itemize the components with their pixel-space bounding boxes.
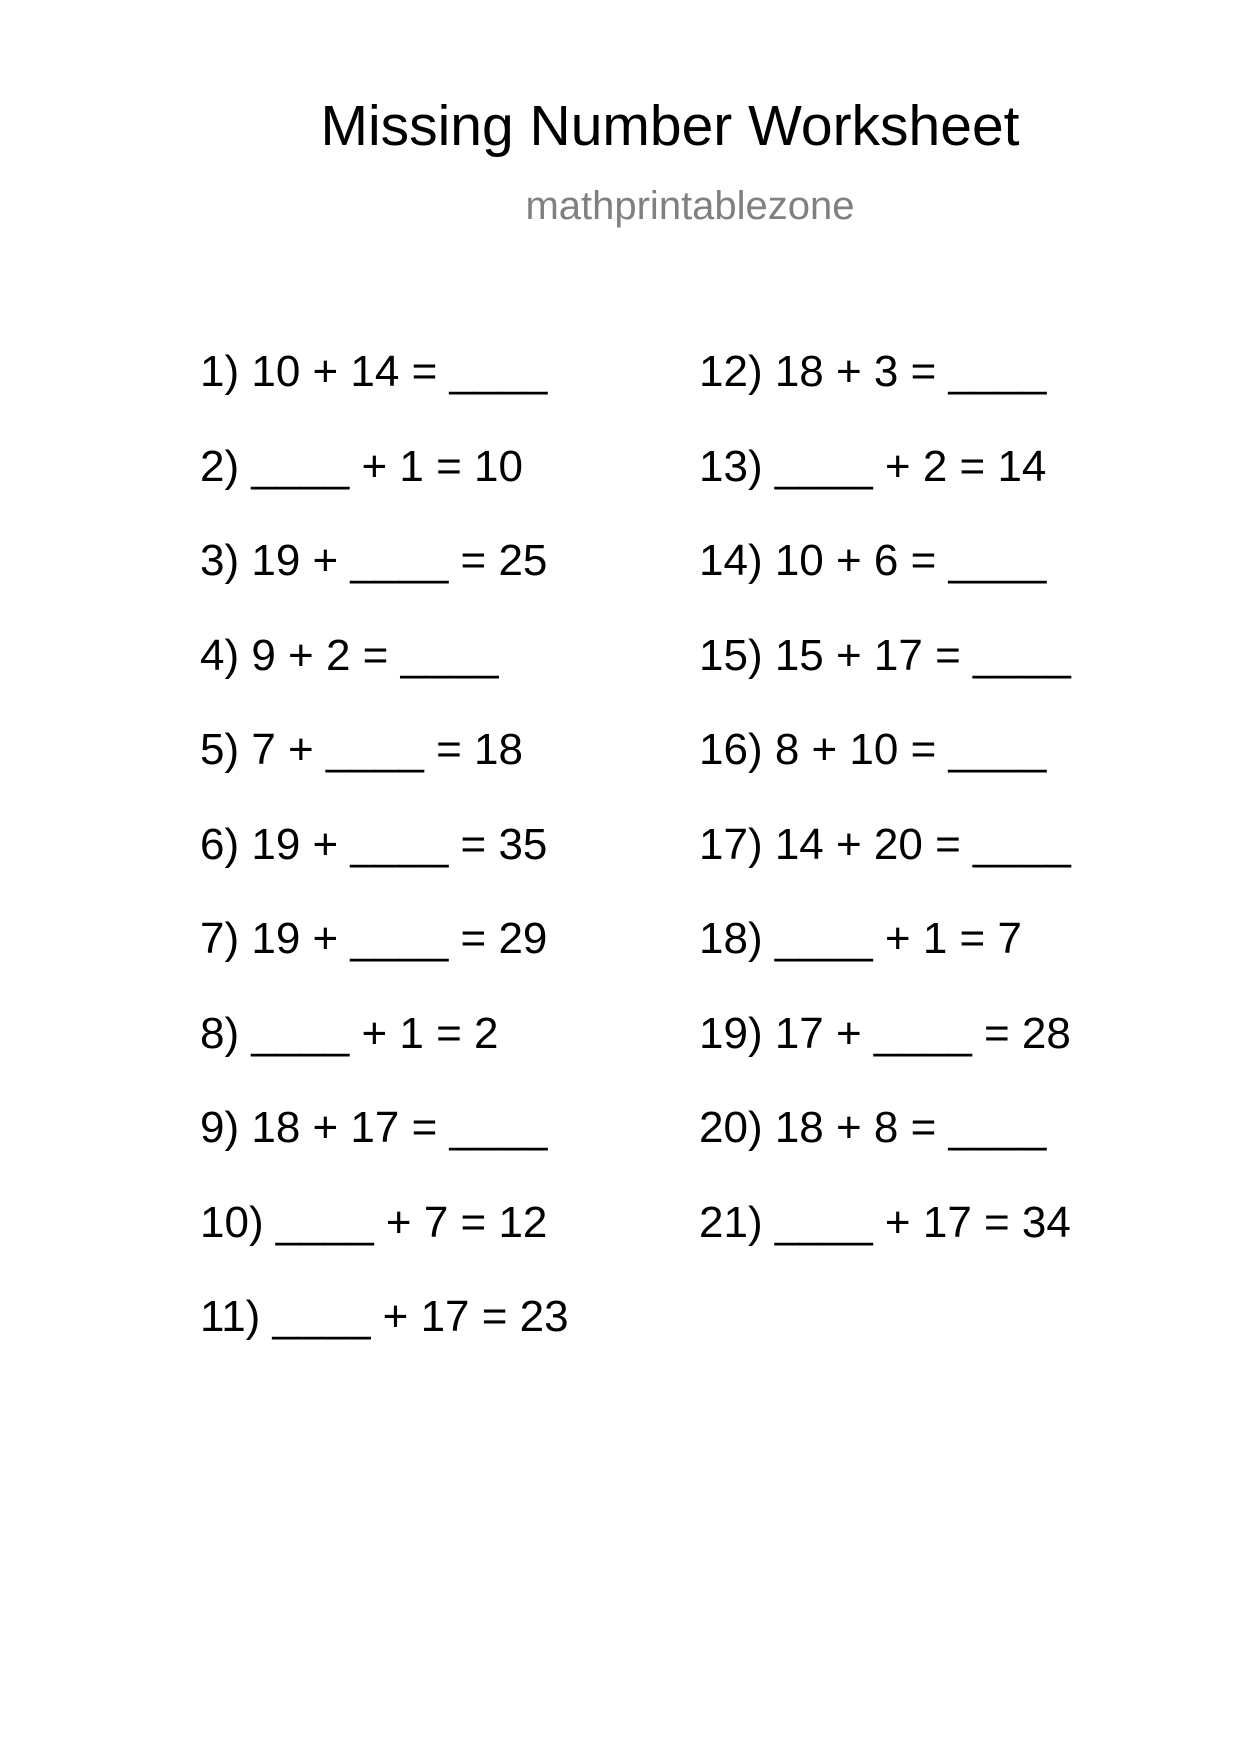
problem-11: 11) ____ + 17 = 23 xyxy=(200,1292,569,1341)
problem-6: 6) 19 + ____ = 35 xyxy=(200,819,548,869)
problem-2: 2) ____ + 1 = 10 xyxy=(200,441,523,491)
problem-20: 20) 18 + 8 = ____ xyxy=(699,1103,1047,1152)
problem-18: 18) ____ + 1 = 7 xyxy=(699,914,1022,963)
problem-8: 8) ____ + 1 = 2 xyxy=(200,1008,499,1058)
problem-19: 19) 17 + ____ = 28 xyxy=(699,1008,1071,1058)
problem-16: 16) 8 + 10 = ____ xyxy=(699,725,1047,774)
worksheet-source: mathprintablezone xyxy=(525,184,855,228)
problem-3: 3) 19 + ____ = 25 xyxy=(200,536,548,585)
problem-7: 7) 19 + ____ = 29 xyxy=(200,914,548,963)
problem-13: 13) ____ + 2 = 14 xyxy=(699,441,1047,491)
problem-14: 14) 10 + 6 = ____ xyxy=(699,536,1047,585)
problem-5: 5) 7 + ____ = 18 xyxy=(200,725,523,774)
problems-right-column xyxy=(699,347,1071,1295)
problem-21: 21) ____ + 17 = 34 xyxy=(699,1197,1071,1247)
problems-left-column xyxy=(200,347,569,1390)
problem-9: 9) 18 + 17 = ____ xyxy=(200,1103,548,1152)
problem-15: 15) 15 + 17 = ____ xyxy=(699,630,1071,680)
problem-10: 10) ____ + 7 = 12 xyxy=(200,1197,548,1247)
problem-4: 4) 9 + 2 = ____ xyxy=(200,630,499,680)
worksheet-title: Missing Number Worksheet xyxy=(320,94,1020,158)
problem-1: 1) 10 + 14 = ____ xyxy=(200,347,548,396)
problem-17: 17) 14 + 20 = ____ xyxy=(699,819,1071,869)
problem-12: 12) 18 + 3 = ____ xyxy=(699,347,1047,396)
